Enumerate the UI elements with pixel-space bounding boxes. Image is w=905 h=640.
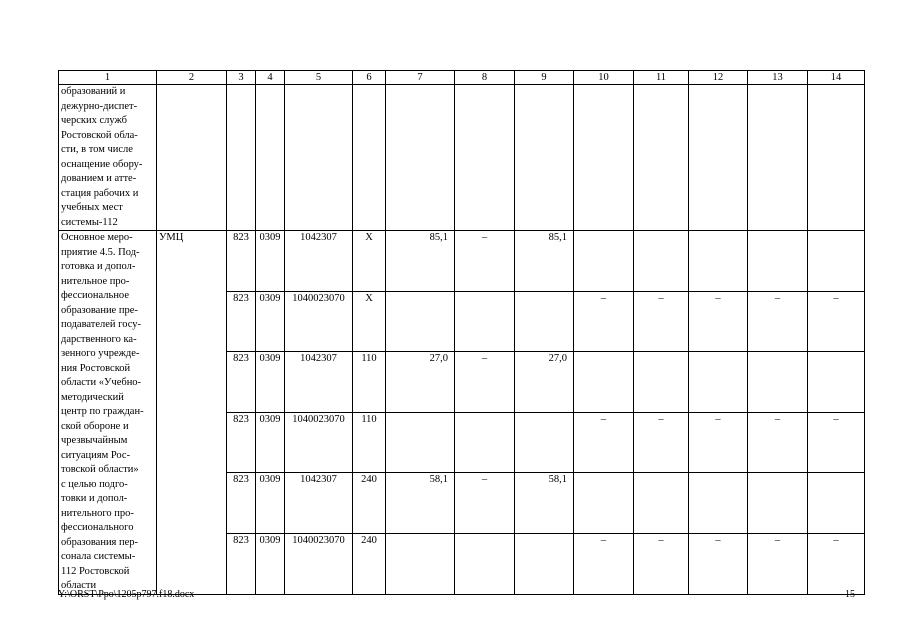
text-line: черских служб <box>61 115 127 126</box>
empty-cell <box>515 85 574 231</box>
cell-c5: 1040023070 <box>285 412 353 473</box>
cell-c14: – <box>808 291 865 352</box>
cell-c6: 110 <box>353 412 386 473</box>
cell-c14: – <box>808 533 865 594</box>
header-cell: 12 <box>689 71 748 85</box>
text-line: образований и <box>61 86 126 97</box>
text-line: фессионального <box>61 522 134 533</box>
header-cell: 13 <box>748 71 808 85</box>
cell-c5: 1042307 <box>285 473 353 534</box>
text-line: товки и допол- <box>61 493 128 504</box>
cell-c5: 1042307 <box>285 352 353 413</box>
cell-c4: 0309 <box>256 473 285 534</box>
cell-c10: – <box>574 533 634 594</box>
text-line: оснащение обору- <box>61 158 143 170</box>
empty-cell <box>285 85 353 231</box>
cell-c6: 240 <box>353 533 386 594</box>
cell-c6: Х <box>353 231 386 292</box>
header-cell: 8 <box>455 71 515 85</box>
empty-cell <box>689 85 748 231</box>
cell-c13 <box>748 352 808 413</box>
text-line: с целью подго- <box>61 478 128 490</box>
cell-c4: 0309 <box>256 291 285 352</box>
text-line: чрезвычайным <box>61 435 128 446</box>
cell-c9 <box>515 533 574 594</box>
main-subrow <box>59 231 865 292</box>
header-cell: 9 <box>515 71 574 85</box>
cell-c3: 823 <box>227 352 256 413</box>
cell-c6: Х <box>353 291 386 352</box>
cell-c11: – <box>634 291 689 352</box>
cell-c8: – <box>455 352 515 413</box>
continuation-description <box>59 85 157 231</box>
cell-c8: – <box>455 473 515 534</box>
cell-c12: – <box>689 533 748 594</box>
text-line: товской области» <box>61 464 139 475</box>
text-line: зенного учрежде- <box>61 348 140 359</box>
empty-cell <box>634 85 689 231</box>
text-line: нительное про- <box>61 275 130 287</box>
empty-cell <box>227 85 256 231</box>
header-cell: 7 <box>386 71 455 85</box>
text-line: образование пре- <box>61 304 138 316</box>
cell-c7: 85,1 <box>386 231 455 292</box>
text-line: Основное меро- <box>61 232 133 243</box>
cell-c8 <box>455 291 515 352</box>
cell-c12 <box>689 231 748 292</box>
text-line: области <box>61 580 97 591</box>
text-line: области «Учебно- <box>61 377 142 388</box>
cell-c14 <box>808 473 865 534</box>
budget-table <box>58 70 865 595</box>
cell-c7 <box>386 533 455 594</box>
cell-c6: 240 <box>353 473 386 534</box>
text-line: образования пер- <box>61 536 139 548</box>
text-line: дарственного ка- <box>61 333 137 345</box>
cell-c10: – <box>574 291 634 352</box>
text-line: сти, в том числе <box>61 144 133 155</box>
executor-cell: УМЦ <box>157 231 227 595</box>
cell-c8 <box>455 533 515 594</box>
text-line: готовка и допол- <box>61 261 136 272</box>
text-line: ской обороне и <box>61 420 129 432</box>
cell-c4: 0309 <box>256 412 285 473</box>
text-line: подавателей госу- <box>61 319 141 330</box>
empty-cell <box>574 85 634 231</box>
header-cell: 10 <box>574 71 634 85</box>
text-line: дежурно-диспет- <box>61 100 138 112</box>
empty-cell <box>455 85 515 231</box>
cell-c3: 823 <box>227 473 256 534</box>
cell-c3: 823 <box>227 412 256 473</box>
cell-c10 <box>574 352 634 413</box>
text-line: ситуациям Рос- <box>61 449 131 461</box>
text-line: 112 Ростовской <box>61 565 130 577</box>
text-line: Ростовской обла- <box>61 129 138 141</box>
cell-c14 <box>808 231 865 292</box>
header-cell: 11 <box>634 71 689 85</box>
cell-c4: 0309 <box>256 533 285 594</box>
cell-c10 <box>574 473 634 534</box>
header-cell: 3 <box>227 71 256 85</box>
text-line: приятие 4.5. Под- <box>61 246 140 258</box>
text-line: ния Ростовской <box>61 362 131 374</box>
cell-c11 <box>634 231 689 292</box>
cell-c12 <box>689 352 748 413</box>
empty-cell <box>353 85 386 231</box>
empty-cell <box>808 85 865 231</box>
cell-c11: – <box>634 412 689 473</box>
cell-c7 <box>386 291 455 352</box>
text-line: нительного про- <box>61 507 134 519</box>
cell-c3: 823 <box>227 291 256 352</box>
cell-c11: – <box>634 533 689 594</box>
text-line: учебных мест <box>61 202 123 213</box>
measure-description <box>59 231 157 595</box>
cell-c6: 110 <box>353 352 386 413</box>
cell-c10 <box>574 231 634 292</box>
empty-cell <box>256 85 285 231</box>
cell-c14 <box>808 352 865 413</box>
header-cell: 6 <box>353 71 386 85</box>
empty-cell <box>386 85 455 231</box>
cell-c11 <box>634 473 689 534</box>
cell-c9: 27,0 <box>515 352 574 413</box>
text-line: фессиональное <box>61 290 129 301</box>
cell-c7: 27,0 <box>386 352 455 413</box>
cell-c10: – <box>574 412 634 473</box>
text-line: системы-112 <box>61 216 118 228</box>
header-cell: 1 <box>59 71 157 85</box>
cell-c13: – <box>748 412 808 473</box>
document-path: Y:\ORST\Ppo\1205p797.f18.docx <box>58 589 195 600</box>
cell-c5: 1040023070 <box>285 291 353 352</box>
cell-c8: – <box>455 231 515 292</box>
cell-c13: – <box>748 533 808 594</box>
cell-c3: 823 <box>227 533 256 594</box>
cell-c12: – <box>689 291 748 352</box>
cell-c9: 85,1 <box>515 231 574 292</box>
header-row <box>59 71 865 85</box>
header-cell: 4 <box>256 71 285 85</box>
cell-c8 <box>455 412 515 473</box>
cell-c4: 0309 <box>256 352 285 413</box>
cell-c14: – <box>808 412 865 473</box>
text-line: методический <box>61 391 124 403</box>
cell-c13 <box>748 473 808 534</box>
cell-c9 <box>515 291 574 352</box>
cell-c13: – <box>748 291 808 352</box>
page-number: 15 <box>845 589 855 600</box>
cell-c13 <box>748 231 808 292</box>
cell-c7: 58,1 <box>386 473 455 534</box>
continuation-row <box>59 85 865 231</box>
cell-c7 <box>386 412 455 473</box>
header-cell: 14 <box>808 71 865 85</box>
cell-c5: 1040023070 <box>285 533 353 594</box>
cell-c4: 0309 <box>256 231 285 292</box>
cell-c3: 823 <box>227 231 256 292</box>
text-line: сонала системы- <box>61 551 136 562</box>
text-line: дованием и атте- <box>61 173 137 184</box>
empty-cell <box>157 85 227 231</box>
empty-cell <box>748 85 808 231</box>
cell-c12: – <box>689 412 748 473</box>
text-line: центр по граждан- <box>61 406 144 417</box>
header-cell: 5 <box>285 71 353 85</box>
cell-c11 <box>634 352 689 413</box>
cell-c9: 58,1 <box>515 473 574 534</box>
header-cell: 2 <box>157 71 227 85</box>
cell-c12 <box>689 473 748 534</box>
cell-c5: 1042307 <box>285 231 353 292</box>
text-line: стация рабочих и <box>61 187 139 199</box>
cell-c9 <box>515 412 574 473</box>
